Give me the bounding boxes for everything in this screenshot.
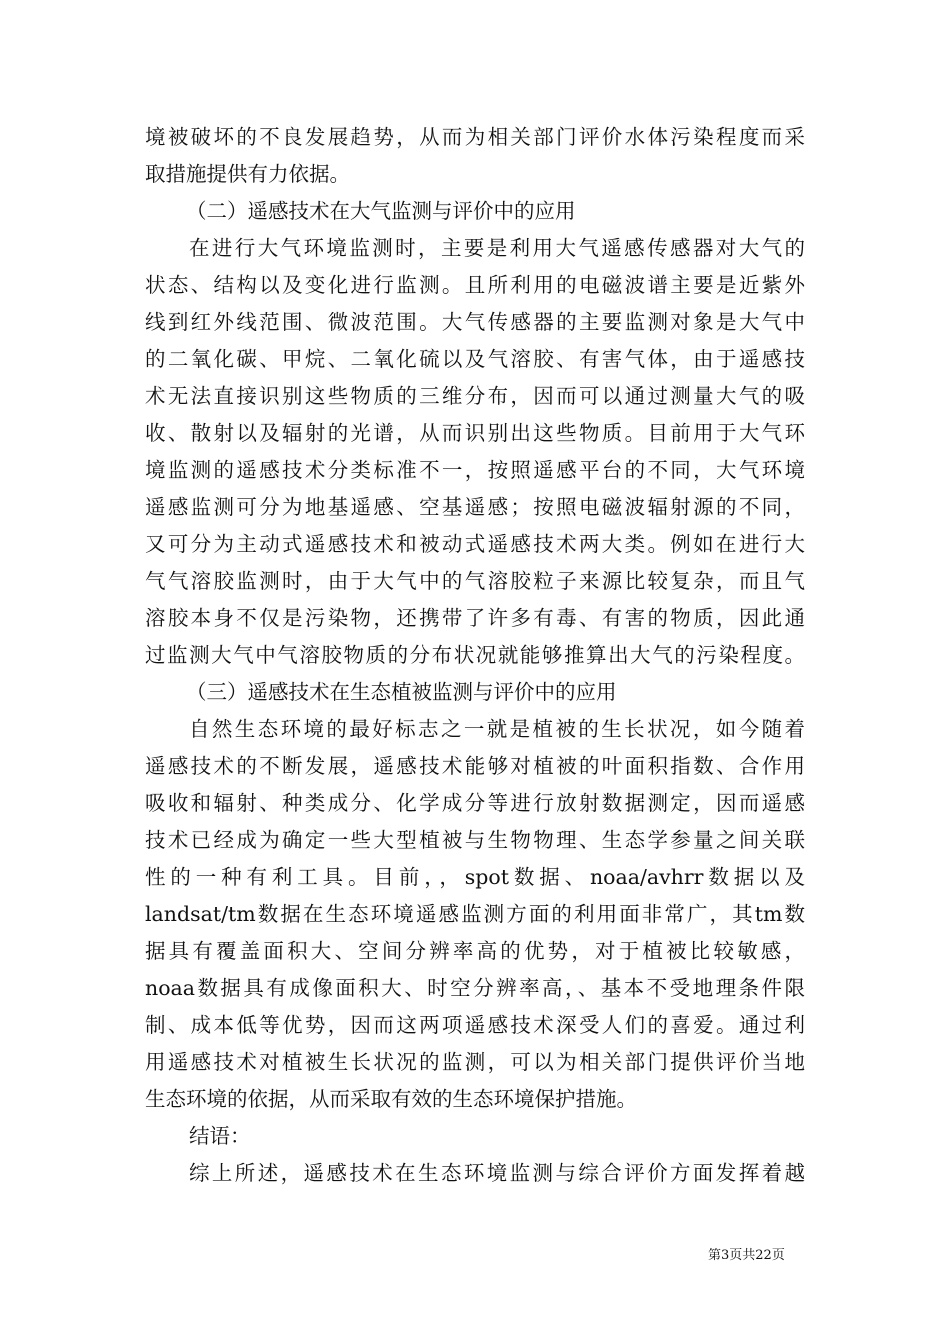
text-line: 状态、结构以及变化进行监测。且所利用的电磁波谱主要是近紫外 [145, 273, 805, 297]
text-line: 结语： [189, 1124, 251, 1148]
text-line: 线到红外线范围、微波范围。大气传感器的主要监测对象是大气中 [145, 310, 805, 334]
text-line: 制、成本低等优势，因而这两项遥感技术深受人们的喜爱。通过利 [145, 1013, 805, 1037]
text-line: 性的一种有利工具。目前，，spot数据、noaa/avhrr数据以及 [145, 865, 805, 889]
text-line: 境被破坏的不良发展趋势，从而为相关部门评价水体污染程度而采 [145, 125, 805, 149]
section-heading: （二）遥感技术在大气监测与评价中的应用 [186, 199, 576, 223]
text-line: 气气溶胶监测时，由于大气中的气溶胶粒子来源比较复杂，而且气 [145, 569, 805, 593]
text-line: 遥感技术的不断发展，遥感技术能够对植被的叶面积指数、合作用 [145, 754, 805, 778]
text-line: 生态环境的依据，从而采取有效的生态环境保护措施。 [145, 1087, 637, 1111]
text-line: 取措施提供有力依据。 [145, 162, 350, 186]
text-line: 技术已经成为确定一些大型植被与生物物理、生态学参量之间关联 [145, 828, 805, 852]
section-heading: （三）遥感技术在生态植被监测与评价中的应用 [186, 680, 617, 704]
text-line: landsat/tm数据在生态环境遥感监测方面的利用面非常广，其tm数 [145, 902, 805, 926]
text-line: 溶胶本身不仅是污染物，还携带了许多有毒、有害的物质，因此通 [145, 606, 805, 630]
text-line: 据具有覆盖面积大、空间分辨率高的优势，对于植被比较敏感， [145, 939, 805, 963]
text-line: 遥感监测可分为地基遥感、空基遥感；按照电磁波辐射源的不同， [145, 495, 805, 519]
text-line: 境监测的遥感技术分类标准不一，按照遥感平台的不同，大气环境 [145, 458, 805, 482]
text-line: 自然生态环境的最好标志之一就是植被的生长状况，如今随着 [189, 717, 805, 741]
text-line: 过监测大气中气溶胶物质的分布状况就能够推算出大气的污染程度。 [145, 643, 805, 667]
text-line: noaa数据具有成像面积大、时空分辨率高，、基本不受地理条件限 [145, 976, 805, 1000]
text-line: 在进行大气环境监测时，主要是利用大气遥感传感器对大气的 [189, 236, 805, 260]
text-line: 又可分为主动式遥感技术和被动式遥感技术两大类。例如在进行大 [145, 532, 805, 556]
text-line: 用遥感技术对植被生长状况的监测，可以为相关部门提供评价当地 [145, 1050, 805, 1074]
text-line: 综上所述，遥感技术在生态环境监测与综合评价方面发挥着越 [189, 1161, 805, 1185]
text-line: 术无法直接识别这些物质的三维分布，因而可以通过测量大气的吸 [145, 384, 805, 408]
text-line: 的二氧化碳、甲烷、二氧化硫以及气溶胶、有害气体，由于遥感技 [145, 347, 805, 371]
text-line: 收、散射以及辐射的光谱，从而识别出这些物质。目前用于大气环 [145, 421, 805, 445]
text-line: 吸收和辐射、种类成分、化学成分等进行放射数据测定，因而遥感 [145, 791, 805, 815]
page-number: 第3页共22页 [708, 1248, 785, 1263]
